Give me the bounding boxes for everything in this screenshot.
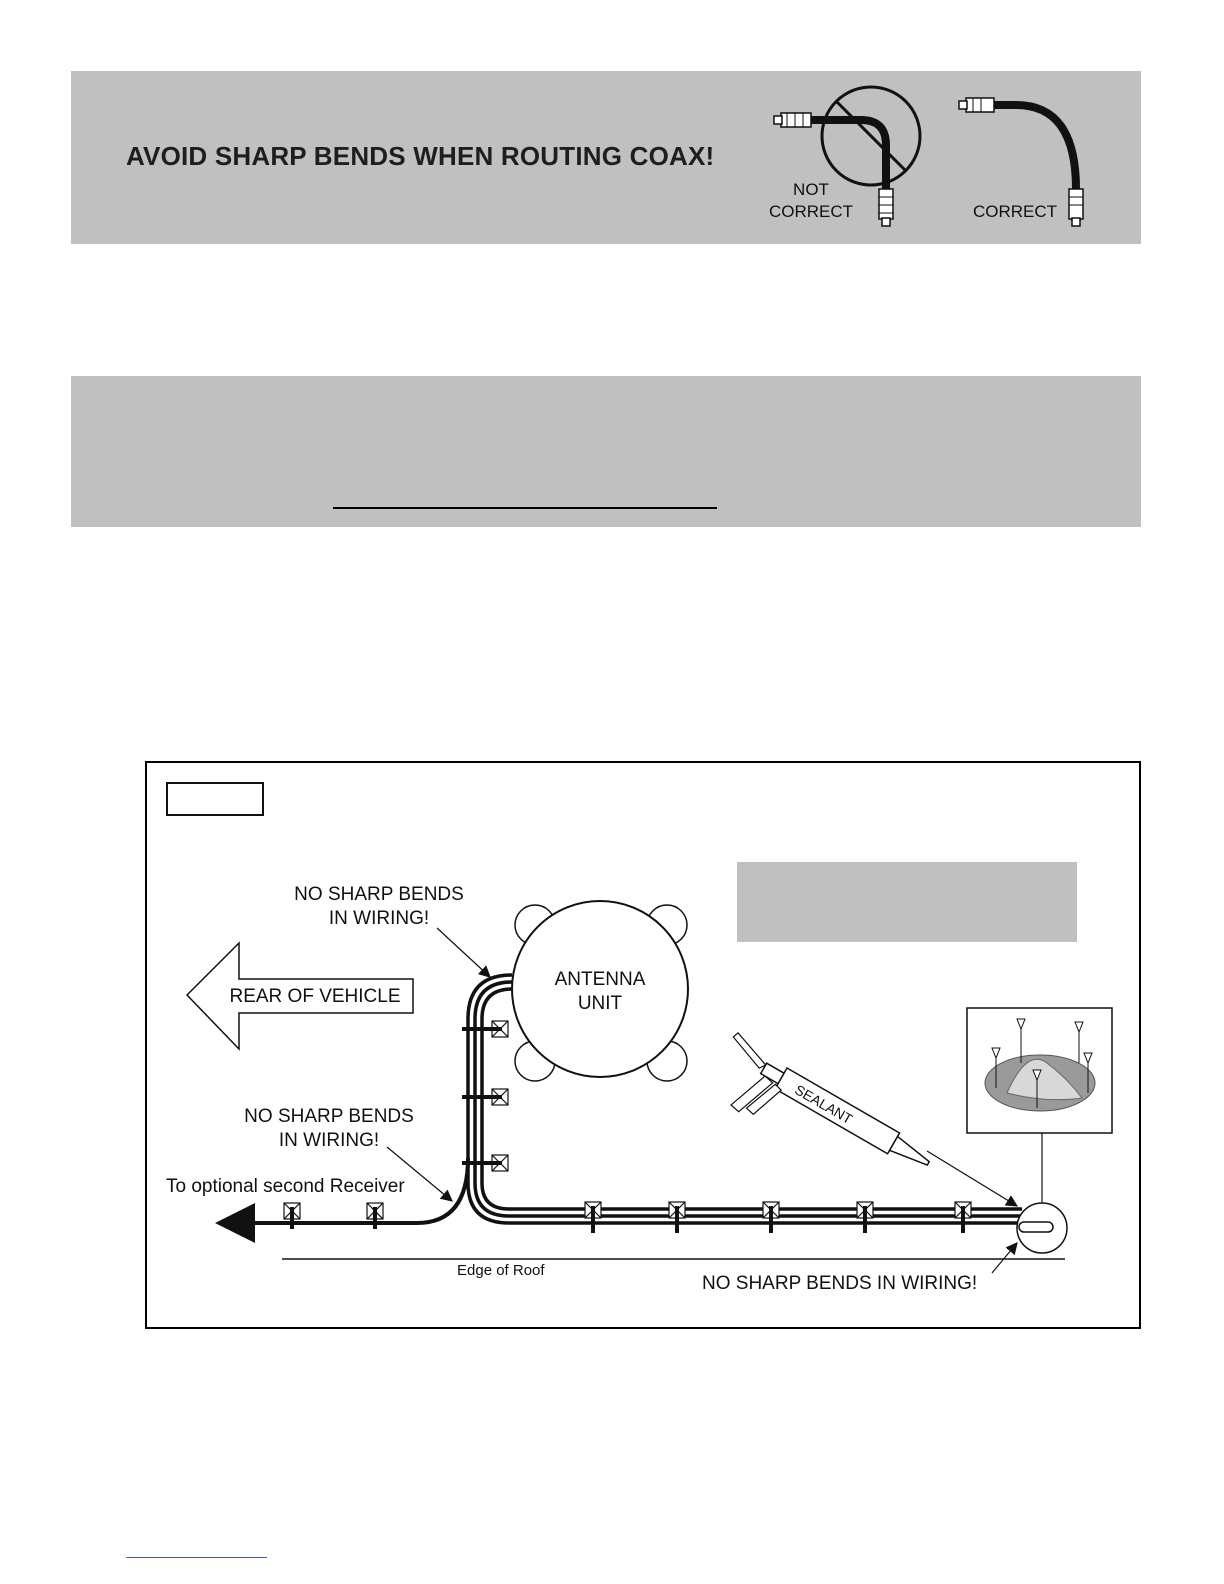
cable-clip xyxy=(284,1203,300,1229)
roof-entry-plate xyxy=(1017,1123,1067,1253)
correct-label: CORRECT xyxy=(972,202,1058,221)
antenna-unit xyxy=(512,901,688,1081)
callout-bottom: NO SHARP BENDS IN WIRING! xyxy=(702,1273,978,1294)
cable-clip xyxy=(955,1202,971,1233)
figure-number-box xyxy=(167,783,263,815)
cable-clip xyxy=(367,1203,383,1229)
coax-warning-banner xyxy=(71,71,1141,244)
footer-link-rule xyxy=(126,1557,267,1558)
sealant-caulk-gun xyxy=(702,1032,937,1207)
antenna-label-line1: ANTENNA xyxy=(554,969,646,990)
entry-plate-detail-inset xyxy=(967,1008,1112,1133)
routing-diagram xyxy=(147,763,1139,1327)
note-box xyxy=(737,862,1077,942)
not-correct-label-line2: CORRECT xyxy=(768,202,854,221)
callout-top-line2: IN WIRING! xyxy=(328,908,430,929)
callout-left-line1: NO SHARP BENDS xyxy=(244,1106,414,1127)
cable-clip xyxy=(857,1202,873,1233)
antenna-label-line2: UNIT xyxy=(577,993,623,1014)
cable-clip xyxy=(669,1202,685,1233)
callout-top-line1: NO SHARP BENDS xyxy=(294,884,464,905)
not-correct-label-line1: NOT xyxy=(793,180,829,199)
receiver-label: To optional second Receiver xyxy=(166,1176,405,1197)
prohibited-icon xyxy=(822,87,920,185)
coax-warning-text: AVOID SHARP BENDS WHEN ROUTING COAX! xyxy=(126,141,715,171)
cable-clip xyxy=(585,1202,601,1233)
sealant-pointer xyxy=(927,1151,1017,1206)
coax-bend-illustration xyxy=(71,71,1141,244)
notice-banner xyxy=(71,376,1141,527)
rear-of-vehicle-label: REAR OF VEHICLE xyxy=(229,986,401,1007)
underline-rule xyxy=(333,507,717,509)
sealant-label: SEALANT xyxy=(792,1081,856,1128)
roof-edge-label: Edge of Roof xyxy=(457,1262,545,1279)
callout-top-pointer xyxy=(437,928,490,977)
callout-left-line2: IN WIRING! xyxy=(278,1130,380,1151)
routing-diagram-frame xyxy=(145,761,1141,1329)
cable-clip xyxy=(763,1202,779,1233)
callout-bottom-pointer xyxy=(992,1243,1017,1273)
